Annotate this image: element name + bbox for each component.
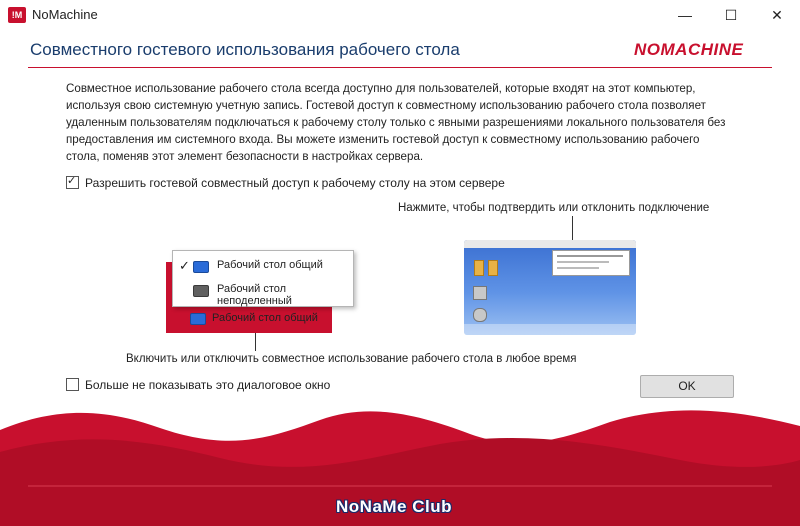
dialog-header <box>0 30 800 70</box>
header-divider <box>28 67 772 68</box>
nomachine-logo: NOMACHINE <box>634 40 744 59</box>
window-title: NoMachine <box>32 7 98 22</box>
folder-icon <box>474 260 484 276</box>
dont-show-row[interactable] <box>66 378 330 392</box>
check-icon: ✓ <box>179 258 190 273</box>
allow-guest-checkbox[interactable] <box>66 176 79 189</box>
connection-notification <box>552 250 630 276</box>
disc-icon <box>473 308 487 322</box>
minimize-button[interactable]: — <box>678 7 692 23</box>
drive-icon <box>473 286 487 300</box>
title-bar <box>0 0 800 30</box>
allow-guest-label: Разрешить гостевой совместный доступ к рабочему столу на этом сервере <box>85 176 505 190</box>
toggle-hint: Включить или отключить совместное использование рабочего стола в любое время <box>126 353 577 365</box>
screen-gray-icon <box>193 285 209 297</box>
menu-item-shared <box>173 255 353 277</box>
allow-guest-row[interactable] <box>66 176 505 190</box>
desktop-topbar <box>464 240 636 248</box>
dont-show-checkbox[interactable] <box>66 378 79 391</box>
desktop-wave <box>464 324 636 335</box>
dont-show-label: Больше не показывать это диалоговое окно <box>85 378 331 392</box>
desktop-illustration <box>464 240 636 335</box>
screen-blue-icon <box>190 313 206 325</box>
maximize-button[interactable]: ☐ <box>724 7 738 23</box>
menu-bottom-label: Рабочий стол общий <box>212 312 318 324</box>
close-button[interactable]: ✕ <box>771 7 783 23</box>
toggle-callout-line <box>255 333 256 351</box>
description-text: Совместное использование рабочего стола всегда доступно для пользователей, которые входят на этот компьютер, используя свою системную учетную запись. Гостевой доступ к совместному использованию рабочего стола позволяет удаленным пользователям подключаться к рабочему столу только с явными разрешениями локального пользователя без предоставления им системного входа. Вы можете изменить гостевой доступ к совместному использованию рабочего стола, поменяв этот элемент безопасности в настройках сервера. <box>66 82 726 163</box>
nomachine-app-icon: !M <box>8 7 26 23</box>
dialog-title: Совместного гостевого использования рабочего стола <box>30 40 460 59</box>
ok-button[interactable]: OK <box>640 375 734 398</box>
sharing-popup-menu <box>172 250 354 307</box>
confirm-hint: Нажмите, чтобы подтвердить или отклонить подключение <box>398 202 710 214</box>
menu-item-unshared <box>173 279 353 307</box>
watermark-logo: NoNaMe Club <box>336 497 452 516</box>
menu-item-label: Рабочий стол неподеленный <box>217 283 292 307</box>
menu-item-label: Рабочий стол общий <box>217 259 323 271</box>
screen-blue-icon <box>193 261 209 273</box>
folder-icon <box>488 260 498 276</box>
